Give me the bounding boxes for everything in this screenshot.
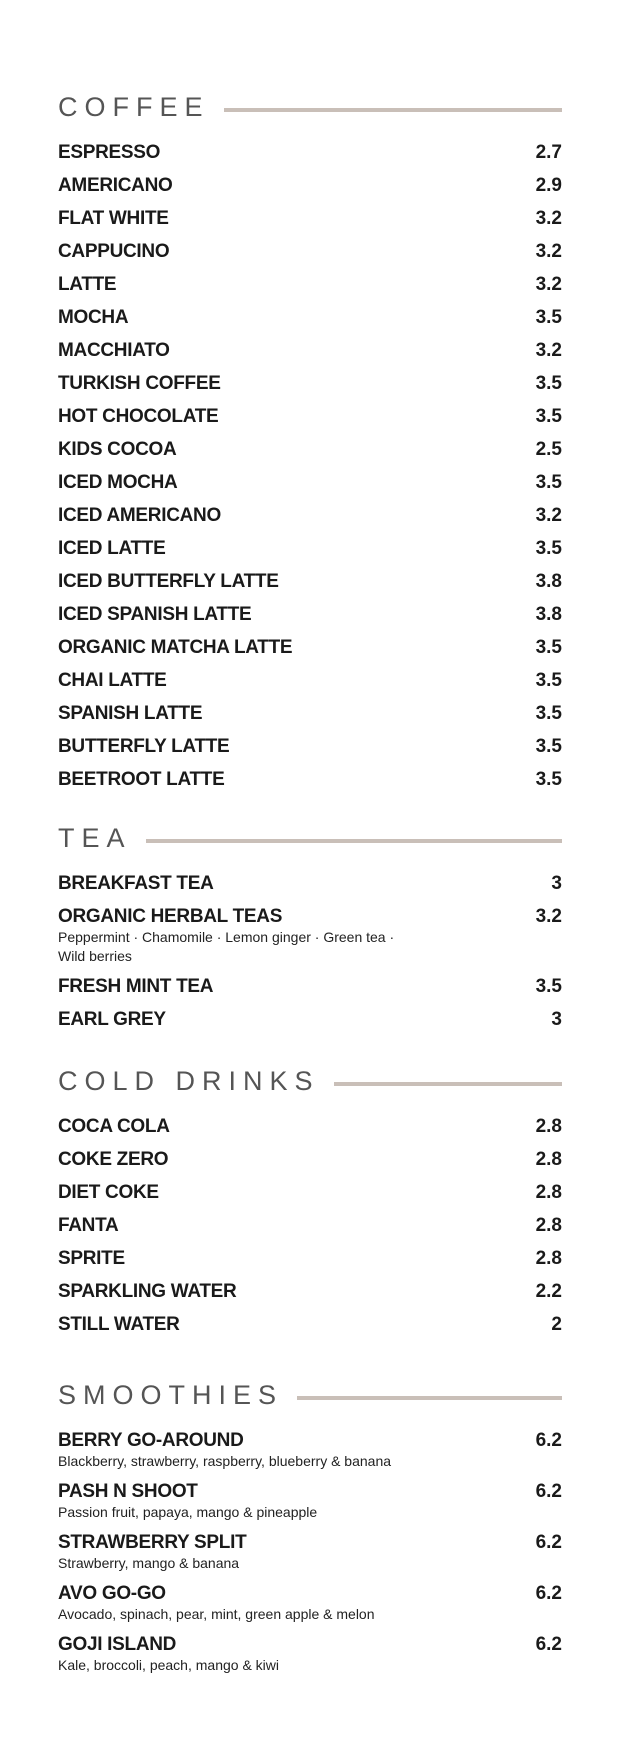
item-price: 3.5: [535, 405, 562, 427]
menu-item: [58, 202, 562, 235]
item-description: Blackberry, strawberry, raspberry, blueberry & banana: [58, 1453, 392, 1469]
item-name: ICED LATTE: [58, 537, 166, 559]
menu-item-row: [58, 367, 562, 400]
item-name: CAPPUCINO: [58, 240, 170, 262]
item-price: 2.2: [535, 1280, 562, 1302]
item-price: 3.2: [535, 207, 562, 229]
item-price: 3.5: [535, 636, 562, 658]
tea-section: [58, 823, 562, 1036]
menu-item: [58, 697, 562, 730]
item-name: FRESH MINT TEA: [58, 975, 214, 997]
item-price: 6.2: [535, 1429, 562, 1451]
menu-item-row: [58, 334, 562, 367]
smoothies-section: [58, 1380, 562, 1679]
section-header: [58, 92, 562, 122]
menu-item: [58, 730, 562, 763]
menu-item: [58, 900, 562, 970]
tea-items: [58, 867, 562, 1036]
menu-item: [58, 867, 562, 900]
section-divider: [146, 839, 562, 843]
menu-item-row: [58, 301, 562, 334]
menu-item: [58, 631, 562, 664]
menu-item: [58, 664, 562, 697]
menu-item-row: [58, 631, 562, 664]
menu-item: [58, 1275, 562, 1308]
menu-item-row: [58, 598, 562, 631]
menu-item: [58, 367, 562, 400]
menu-item: [58, 334, 562, 367]
menu-item-row: [58, 1003, 562, 1036]
menu-item: [58, 565, 562, 598]
item-price: 3.2: [535, 339, 562, 361]
item-price: 3.2: [535, 273, 562, 295]
item-description: Peppermint · Chamomile · Lemon ginger · Green tea · Wild berries: [58, 929, 395, 964]
item-name: COCA COLA: [58, 1115, 170, 1137]
section-title: COFFEE: [58, 92, 210, 122]
item-price: 6.2: [535, 1480, 562, 1502]
menu-item: [58, 1308, 562, 1341]
item-name: AMERICANO: [58, 174, 173, 196]
item-price: 3: [551, 872, 562, 894]
menu-item: [58, 136, 562, 169]
coffee-section: [58, 92, 562, 796]
item-price: 3.5: [535, 471, 562, 493]
menu-item-row: [58, 400, 562, 433]
menu-item: [58, 499, 562, 532]
item-name: BERRY GO-AROUND: [58, 1429, 244, 1451]
menu-item: [58, 1577, 562, 1628]
menu-item-row: [58, 235, 562, 268]
item-name: CHAI LATTE: [58, 669, 167, 691]
item-description: Strawberry, mango & banana: [58, 1555, 240, 1571]
menu-item: [58, 598, 562, 631]
menu-item-row: [58, 202, 562, 235]
item-price: 3.5: [535, 768, 562, 790]
item-price: 2: [551, 1313, 562, 1335]
item-name: BUTTERFLY LATTE: [58, 735, 230, 757]
item-name: ICED AMERICANO: [58, 504, 221, 526]
item-name: DIET COKE: [58, 1181, 159, 1203]
menu-item-row: [58, 1209, 562, 1242]
section-divider: [297, 1396, 562, 1400]
item-price: 3.2: [535, 905, 562, 927]
item-price: 3.2: [535, 504, 562, 526]
item-name: ESPRESSO: [58, 141, 161, 163]
item-name: AVO GO-GO: [58, 1582, 166, 1604]
menu-item-row: [58, 532, 562, 565]
section-title: SMOOTHIES: [58, 1380, 284, 1410]
item-price: 3.5: [535, 372, 562, 394]
item-name: SPRITE: [58, 1247, 125, 1269]
cold-drinks-section: [58, 1066, 562, 1341]
menu-item: [58, 235, 562, 268]
menu-item-row: [58, 697, 562, 730]
menu-item-row: [58, 169, 562, 202]
item-price: 2.5: [535, 438, 562, 460]
menu-item-row: [58, 763, 562, 796]
menu-item-row: [58, 433, 562, 466]
item-price: 3.8: [535, 603, 562, 625]
item-price: 6.2: [535, 1582, 562, 1604]
menu-item: [58, 1176, 562, 1209]
item-price: 2.8: [535, 1247, 562, 1269]
menu-item: [58, 400, 562, 433]
item-price: 2.8: [535, 1214, 562, 1236]
item-price: 3.5: [535, 669, 562, 691]
menu-item: [58, 268, 562, 301]
menu-item-row: [58, 970, 562, 1003]
menu-item: [58, 1110, 562, 1143]
item-price: 2.8: [535, 1181, 562, 1203]
item-name: EARL GREY: [58, 1008, 166, 1030]
smoothies-items: [58, 1424, 562, 1679]
menu-item: [58, 301, 562, 334]
menu-item-row: [58, 1275, 562, 1308]
item-price: 6.2: [535, 1633, 562, 1655]
item-name: ORGANIC MATCHA LATTE: [58, 636, 293, 658]
item-description: Kale, broccoli, peach, mango & kiwi: [58, 1657, 279, 1673]
menu-item-row: [58, 1308, 562, 1341]
cold-drinks-items: [58, 1110, 562, 1341]
item-name: KIDS COCOA: [58, 438, 177, 460]
menu-item: [58, 1424, 562, 1475]
menu-item: [58, 1242, 562, 1275]
item-name: BREAKFAST TEA: [58, 872, 214, 894]
coffee-items: [58, 136, 562, 796]
item-name: BEETROOT LATTE: [58, 768, 225, 790]
menu-item: [58, 1526, 562, 1577]
menu-item-row: [58, 466, 562, 499]
menu-item: [58, 1143, 562, 1176]
item-name: ICED SPANISH LATTE: [58, 603, 252, 625]
item-name: PASH N SHOOT: [58, 1480, 198, 1502]
menu-item: [58, 433, 562, 466]
menu-item-row: [58, 268, 562, 301]
section-divider: [224, 108, 562, 112]
section-title: TEA: [58, 823, 132, 853]
item-name: ICED BUTTERFLY LATTE: [58, 570, 279, 592]
item-description: Passion fruit, papaya, mango & pineapple: [58, 1504, 318, 1520]
item-price: 3.8: [535, 570, 562, 592]
item-name: COKE ZERO: [58, 1148, 169, 1170]
item-name: LATTE: [58, 273, 117, 295]
item-price: 2.8: [535, 1148, 562, 1170]
item-price: 3: [551, 1008, 562, 1030]
item-name: FLAT WHITE: [58, 207, 169, 229]
menu-item-row: [58, 1143, 562, 1176]
section-header: [58, 1066, 562, 1096]
item-price: 3.5: [535, 306, 562, 328]
item-price: 2.8: [535, 1115, 562, 1137]
menu-item: [58, 169, 562, 202]
item-name: STRAWBERRY SPLIT: [58, 1531, 247, 1553]
menu-item-row: [58, 1176, 562, 1209]
item-price: 2.9: [535, 174, 562, 196]
item-name: SPANISH LATTE: [58, 702, 203, 724]
item-name: STILL WATER: [58, 1313, 180, 1335]
item-name: SPARKLING WATER: [58, 1280, 237, 1302]
item-name: MACCHIATO: [58, 339, 170, 361]
item-price: 3.5: [535, 975, 562, 997]
menu-item: [58, 1475, 562, 1526]
menu-item-row: [58, 730, 562, 763]
item-name: ORGANIC HERBAL TEAS: [58, 905, 283, 927]
section-header: [58, 823, 562, 853]
menu-item: [58, 1209, 562, 1242]
item-name: MOCHA: [58, 306, 129, 328]
menu-item: [58, 1003, 562, 1036]
menu-item-row: [58, 1242, 562, 1275]
item-name: ICED MOCHA: [58, 471, 178, 493]
item-name: FANTA: [58, 1214, 119, 1236]
item-price: 2.7: [535, 141, 562, 163]
menu-item: [58, 532, 562, 565]
item-price: 3.2: [535, 240, 562, 262]
menu-item: [58, 1628, 562, 1679]
menu-item-row: [58, 1110, 562, 1143]
section-title: COLD DRINKS: [58, 1066, 320, 1096]
section-divider: [334, 1082, 562, 1086]
item-name: HOT CHOCOLATE: [58, 405, 219, 427]
item-price: 6.2: [535, 1531, 562, 1553]
item-price: 3.5: [535, 735, 562, 757]
section-header: [58, 1380, 562, 1410]
menu-item-row: [58, 499, 562, 532]
item-name: GOJI ISLAND: [58, 1633, 177, 1655]
menu-item: [58, 763, 562, 796]
menu-item: [58, 466, 562, 499]
item-price: 3.5: [535, 702, 562, 724]
menu-item-row: [58, 136, 562, 169]
menu-item: [58, 970, 562, 1003]
menu-item-row: [58, 867, 562, 900]
item-description: Avocado, spinach, pear, mint, green apple & melon: [58, 1606, 375, 1622]
item-price: 3.5: [535, 537, 562, 559]
menu-item-row: [58, 565, 562, 598]
menu-item-row: [58, 664, 562, 697]
item-name: TURKISH COFFEE: [58, 372, 221, 394]
